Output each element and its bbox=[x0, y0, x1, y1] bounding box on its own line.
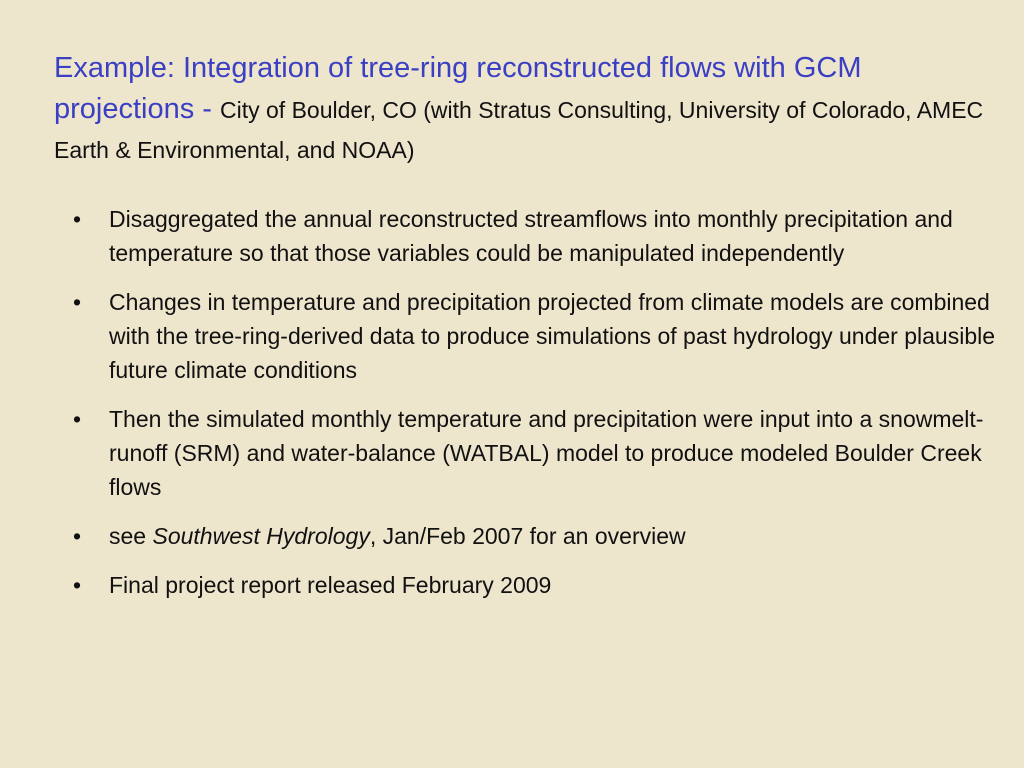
title-main: Example: Integration of tree-ring reconstructed flows with GCM projections - bbox=[54, 52, 862, 125]
bullet-icon: • bbox=[72, 206, 82, 232]
bullet-text-prefix: see bbox=[109, 523, 153, 549]
title-subtitle: City of Boulder, CO (with Stratus Consulting, University of Colorado, AMEC Earth & Environmental, and NOAA) bbox=[54, 97, 984, 163]
bullet-item bbox=[70, 568, 995, 602]
bullet-icon: • bbox=[72, 289, 82, 315]
publication-title: Southwest Hydrology bbox=[152, 523, 370, 549]
bullet-icon: • bbox=[72, 523, 82, 549]
slide-title bbox=[54, 50, 984, 172]
bullet-text: Disaggregated the annual reconstructed streamflows into monthly precipitation and temperature so that those variables could be manipulated independently bbox=[109, 206, 953, 266]
bullet-item bbox=[70, 285, 995, 387]
bullet-text-suffix: , Jan/Feb 2007 for an overview bbox=[369, 523, 686, 549]
bullet-text: Final project report released February 2009 bbox=[109, 572, 552, 598]
bullet-item bbox=[70, 402, 995, 504]
bullet-item bbox=[70, 519, 995, 553]
bullet-item bbox=[70, 202, 995, 270]
bullet-icon: • bbox=[72, 572, 82, 598]
bullet-text: Changes in temperature and precipitation projected from climate models are combined with the tree-ring-derived data to produce simulations of past hydrology under plausible future climate conditions bbox=[109, 289, 996, 383]
bullet-text: Then the simulated monthly temperature and precipitation were input into a snowmelt-runoff (SRM) and water-balance (WATBAL) model to produce modeled Boulder Creek flows bbox=[109, 406, 984, 500]
bullet-list bbox=[70, 202, 995, 617]
bullet-icon: • bbox=[72, 406, 82, 432]
